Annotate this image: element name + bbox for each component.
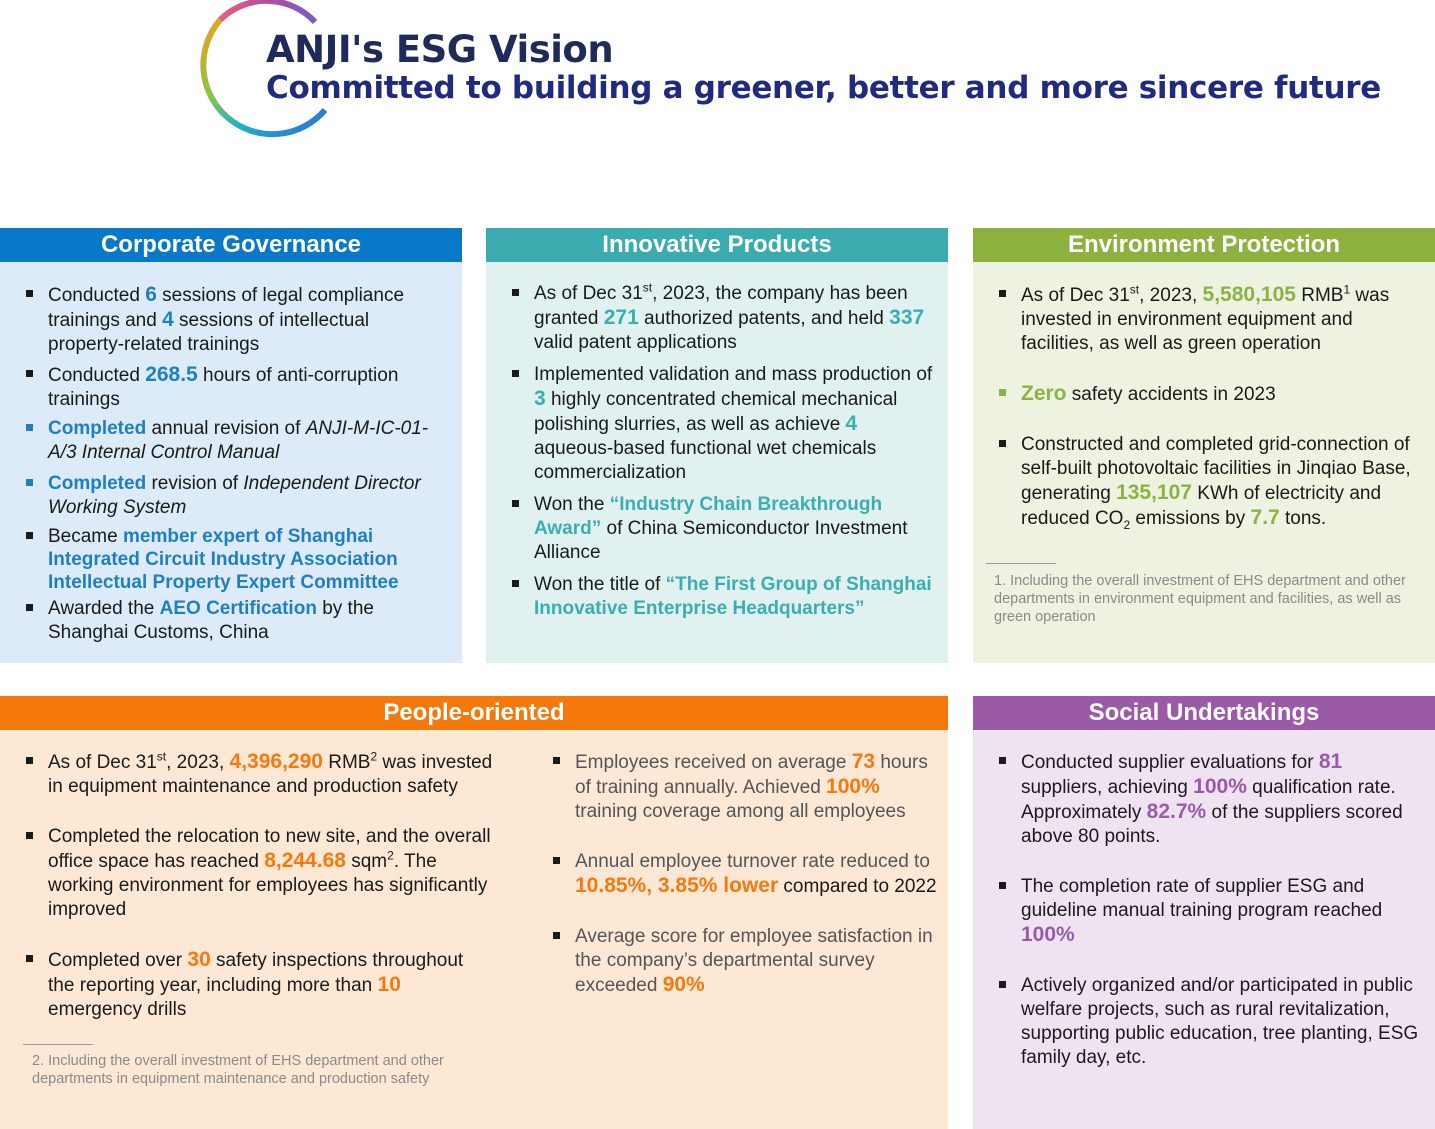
list-item: As of Dec 31st, 2023, 5,580,105 RMB$^1$ was invested in environment equipment and facilities, as well as green operation bbox=[996, 283, 1428, 356]
footnote-divider bbox=[23, 1044, 93, 1045]
list-item: Conducted supplier evaluations for 81 suppliers, achieving 100% qualification rate. Approximately 82.7% of the suppliers scored above 80 points. bbox=[996, 750, 1428, 849]
panel-title: People-oriented bbox=[0, 696, 948, 730]
list-item: Conducted 6 sessions of legal compliance trainings and 4 sessions of intellectual property-related trainings bbox=[23, 283, 443, 357]
social-undertakings-panel bbox=[973, 696, 1435, 1129]
list-item: Won the “Industry Chain Breakthrough Award” of China Semiconductor Investment Alliance bbox=[509, 493, 939, 565]
list-item: Became member expert of Shanghai Integrated Circuit Industry Association Intellectual Property Expert Committee bbox=[23, 525, 443, 594]
list-item: Implemented validation and mass production of 3 highly concentrated chemical mechanical polishing slurries, as well as achieve 4 aqueous-based functional wet chemicals commercialization bbox=[509, 363, 939, 485]
page-title: ANJI's ESG Vision bbox=[266, 28, 614, 71]
list-item: Completed revision of Independent Director Working System bbox=[23, 472, 443, 520]
list-item: Completed annual revision of ANJI-M-IC-01-A/3 Internal Control Manual bbox=[23, 417, 443, 465]
panel-title: Corporate Governance bbox=[0, 228, 462, 262]
panel-title: Social Undertakings bbox=[973, 696, 1435, 730]
list-item: Constructed and completed grid-connection of self-built photovoltaic facilities in Jinqiao Base, generating 135,107 KWh of electricity and reduced $CO_2$ emissions by 7.7 tons. bbox=[996, 433, 1428, 531]
list-item: Completed the relocation to new site, and the overall office space has reached 8,244.68 sqm$^2$. The working environment for employees has significantly improved bbox=[23, 825, 493, 922]
footnote: 1. Including the overall investment of EHS department and other departments in environment equipment and facilities, as well as green operation bbox=[994, 573, 1406, 625]
footnote: 2. Including the overall investment of EHS department and other departments in equipment maintenance and production safety bbox=[32, 1053, 444, 1087]
list-item: Won the title of “The First Group of Shanghai Innovative Enterprise Headquarters” bbox=[509, 573, 939, 621]
innovative-products-panel bbox=[486, 228, 948, 663]
footnote-divider bbox=[986, 563, 1056, 564]
list-item: Actively organized and/or participated in public welfare projects, such as rural revitalization, supporting public education, tree planting, ESG family day, etc. bbox=[996, 974, 1428, 1070]
panel-title: Environment Protection bbox=[973, 228, 1435, 262]
list-item: Zero safety accidents in 2023 bbox=[996, 382, 1428, 407]
list-item: Annual employee turnover rate reduced to 10.85%, 3.85% lower compared to 2022 bbox=[550, 850, 942, 899]
list-item: Average score for employee satisfaction in the company’s departmental survey exceeded 90% bbox=[550, 925, 942, 998]
people-oriented-panel bbox=[0, 696, 948, 1129]
list-item: As of Dec 31st, 2023, 4,396,290 RMB$^2$ was invested in equipment maintenance and production safety bbox=[23, 750, 493, 799]
panel-title: Innovative Products bbox=[486, 228, 948, 262]
list-item: Employees received on average 73 hours of training annually. Achieved 100% training coverage among all employees bbox=[550, 750, 942, 824]
corporate-governance-panel bbox=[0, 228, 462, 663]
list-item: The completion rate of supplier ESG and guideline manual training program reached 100% bbox=[996, 875, 1428, 948]
page-subtitle: Committed to building a greener, better and more sincere future bbox=[266, 70, 1381, 106]
list-item: Completed over 30 safety inspections throughout the reporting year, including more than 10 emergency drills bbox=[23, 948, 493, 1022]
list-item: As of Dec 31st, 2023, the company has been granted 271 authorized patents, and held 337 valid patent applications bbox=[509, 282, 939, 355]
environment-protection-panel bbox=[973, 228, 1435, 663]
list-item: Conducted 268.5 hours of anti-corruption trainings bbox=[23, 363, 443, 412]
list-item: Awarded the AEO Certification by the Shanghai Customs, China bbox=[23, 597, 443, 645]
